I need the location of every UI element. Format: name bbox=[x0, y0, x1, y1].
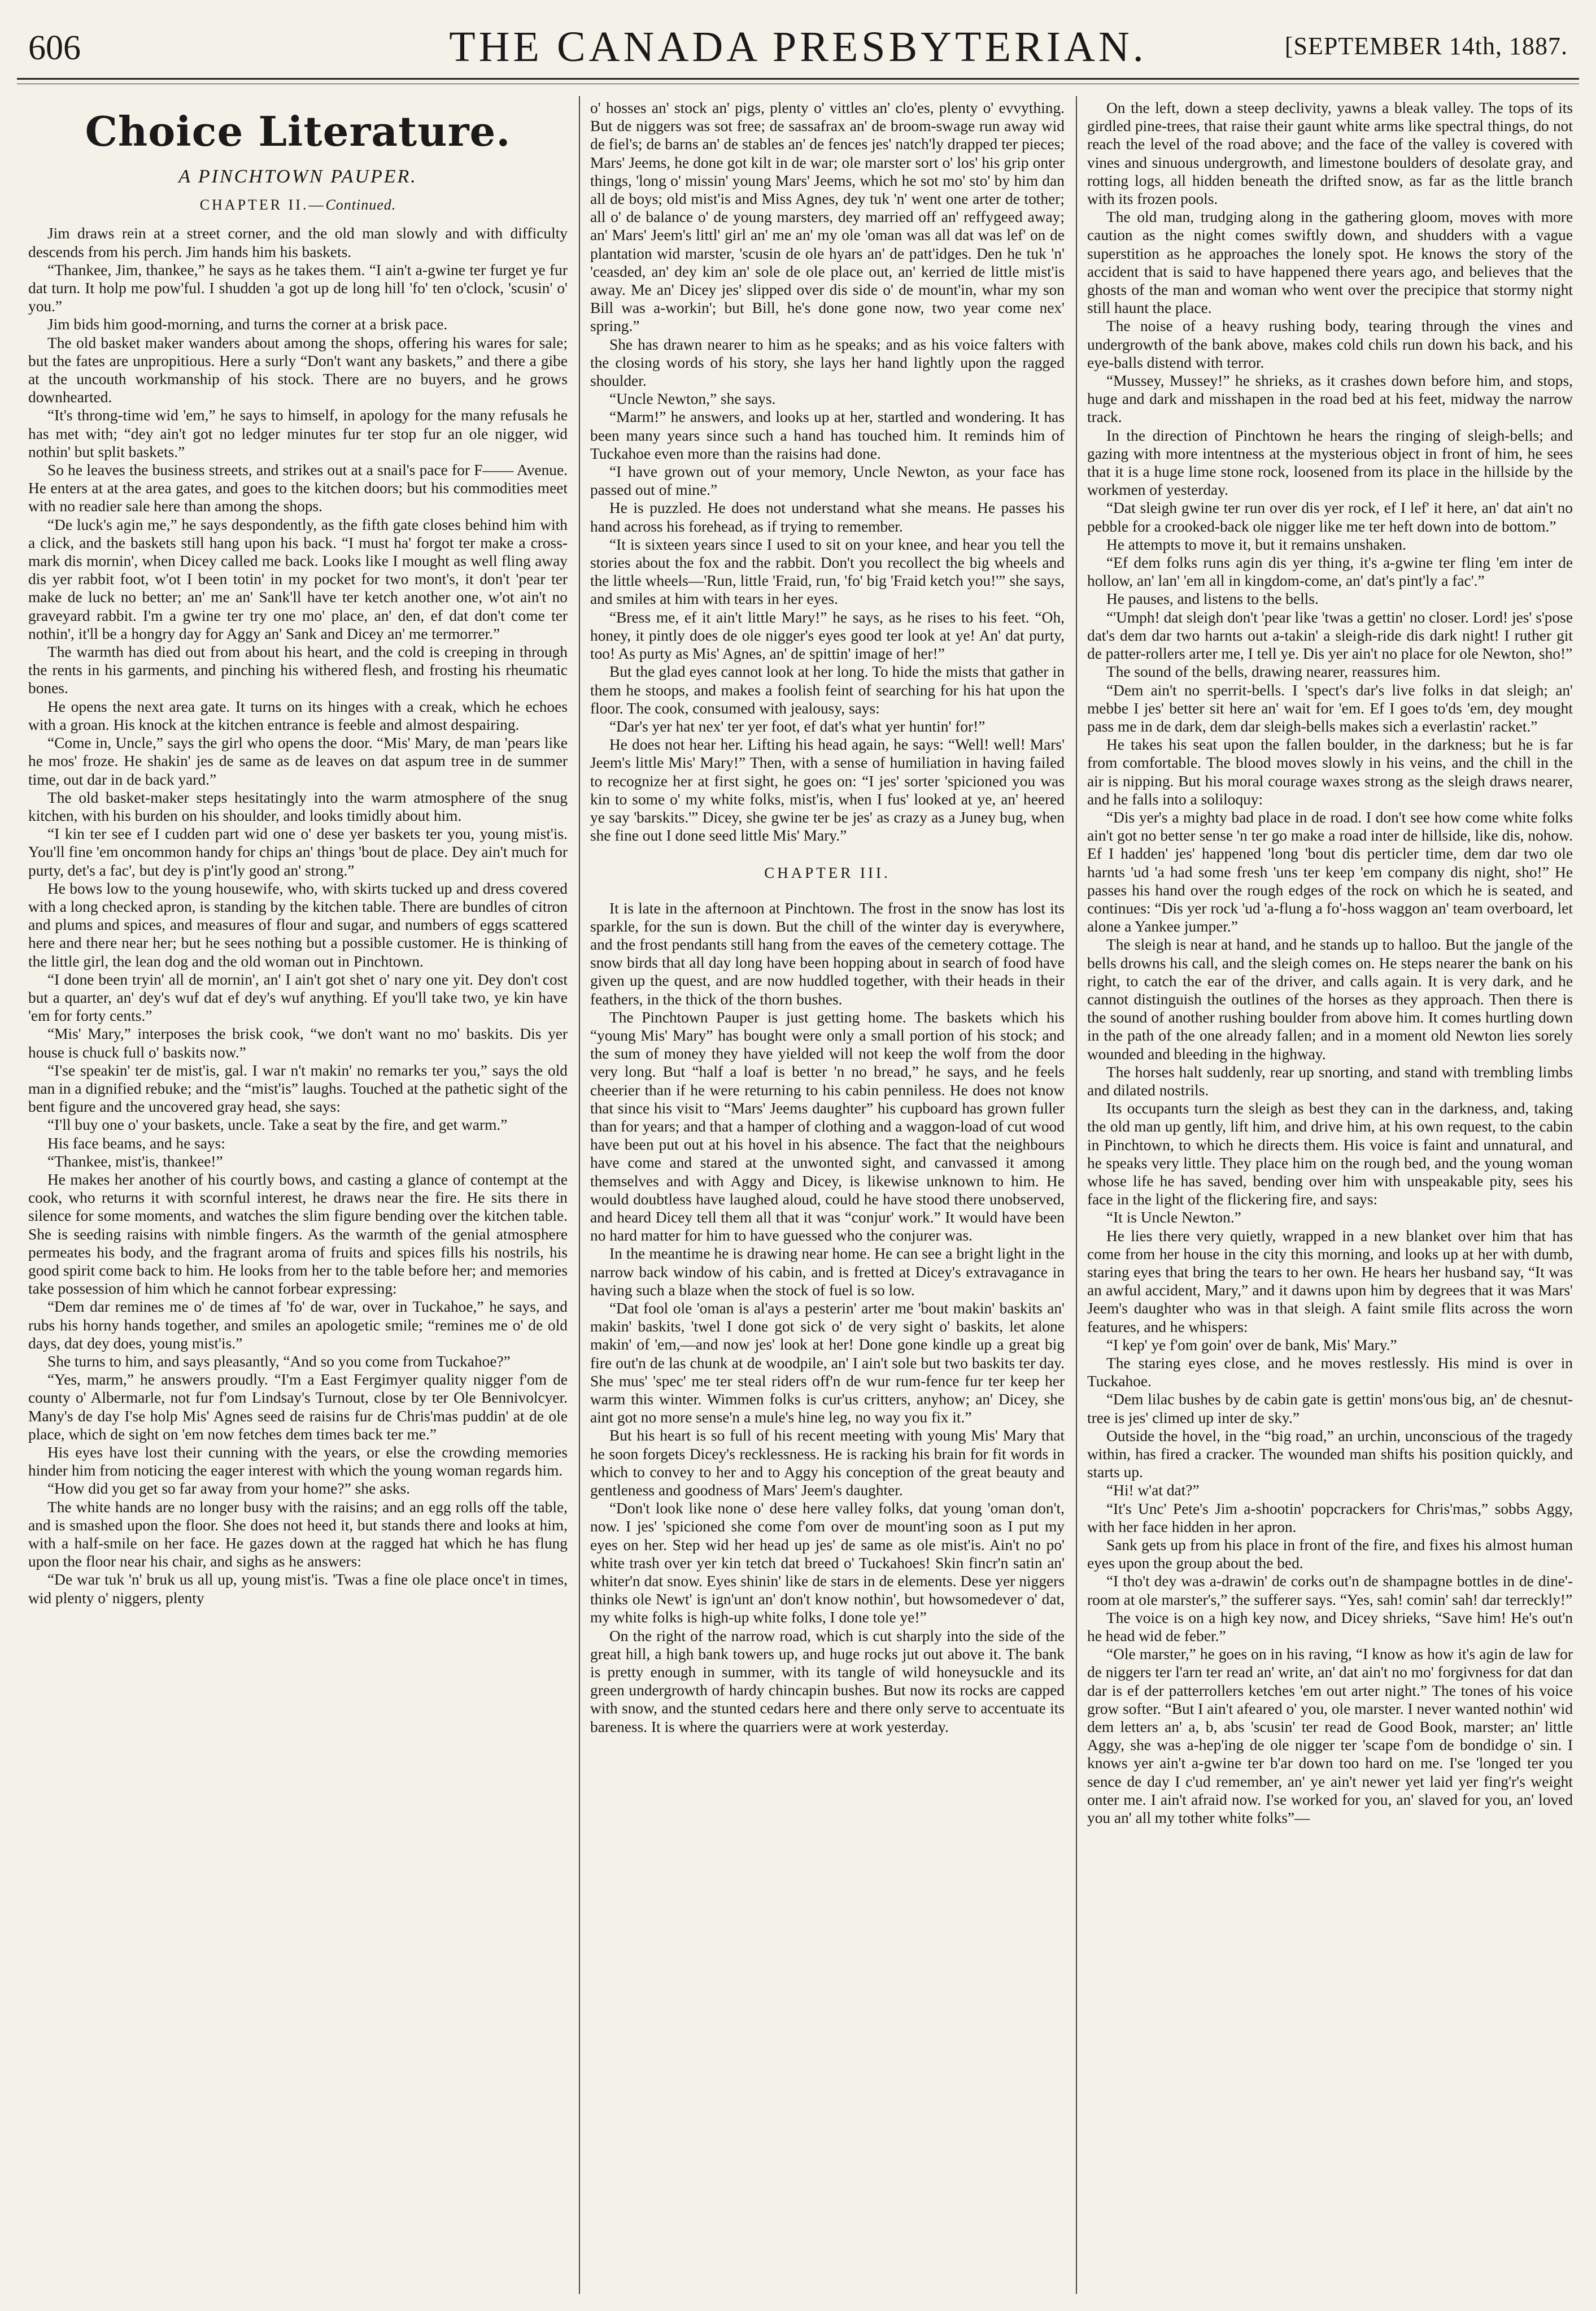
paragraph: “Dis yer's a mighty bad place in de road. I don't see how come white folks ain't got no better sense 'n ter go make a road inter de hillside, like dis, nohow. Ef I hadden' jes' happened 'long 'bout dis perticler time, dem dar two ole harnts 'ud 'a had some fresh 'uns ter keep 'em company dis night, sho!” He passes his hand over the rough edges of the rock on which he is seated, and continues: “Dis yer rock 'ud 'a-flung a fo'-hoss waggon an' team overboard, let alone a Yankee jumper.” bbox=[1087, 808, 1573, 935]
paragraph: The old basket-maker steps hesitatingly into the warm atmosphere of the snug kitchen, with his burden on his shoulder, and looks timidly about him. bbox=[28, 789, 568, 824]
paragraph: “I have grown out of your memory, Uncle Newton, as your face has passed out of mine.” bbox=[590, 463, 1065, 499]
paragraph: He makes her another of his courtly bows, and casting a glance of contempt at the cook, who returns it with scornful interest, he draws near the fire. He sits there in silence for some moments, and watches the slim figure bending over the kitchen table. She is seeding raisins with nimble fingers. As the warmth of the genial atmosphere permeates his body, and the fragrant aroma of fruits and spices fills his nostrils, his good spirit come back to him. He looks from her to the table before her; and memories take possession of him which he cannot forbear expressing: bbox=[28, 1170, 568, 1298]
column-divider bbox=[1076, 96, 1077, 2294]
paragraph: “De luck's agin me,” he says despondently, as the fifth gate closes behind him with a click, and the baskets still hang upon his back. “I must ha' forgot ter make a cross-mark dis mornin', when Dicey called me back. Looks like I mought as well fling away dis yer rabbit foot, w'ot I been totin' in my pocket for two mont's, it don't 'pear ter make de luck no better; an' me an' Sank'll have ter ketch another one, w'ot ain't no graveyard rabbit. I'm a gwine ter try one mo' place, an' den, ef dat don't come ter nothin', it'll be a hongry day for Aggy an' Sank and Dicey an' me termorrer.” bbox=[28, 516, 568, 642]
paragraph: “Thankee, Jim, thankee,” he says as he takes them. “I ain't a-gwine ter furget ye fur dat turn. It holp me pow'ful. I shudden 'a got up de long hill 'fo' ten o'clock, 'scusin' o' you.” bbox=[28, 261, 568, 315]
paragraph: “Come in, Uncle,” says the girl who opens the door. “Mis' Mary, de man 'pears like he mos' froze. He shakin' jes de same as de leaves on dat aspum tree in de summer time, out dar in de back yard.” bbox=[28, 734, 568, 788]
paragraph: But his heart is so full of his recent meeting with young Mis' Mary that he soon forgets Dicey's recklessness. He is racking his brain for fit words in which to convey to her and to Aggy his conception of the great beauty and gentleness and goodness of Mars' Jeem's daughter. bbox=[590, 1427, 1065, 1499]
chapter-3-heading: CHAPTER III. bbox=[764, 864, 891, 882]
paragraph: “Dem ain't no sperrit-bells. I 'spect's dar's live folks in dat sleigh; an' mebbe I jes' better sit here an' wait for 'em. Ef I goes to'ds 'em, dey mought pass me in de dark, dem dar sleigh-bells makes sich a everlastin' racket.” bbox=[1087, 681, 1573, 735]
masthead bbox=[17, 17, 1579, 79]
column-1 bbox=[28, 99, 568, 2293]
paragraph: The warmth has died out from about his heart, and the cold is creeping in through the rents in his garments, and pinching his withered flesh, and frosting his rheumatic bones. bbox=[28, 643, 568, 697]
paragraph: “Don't look like none o' dese here valley folks, dat young 'oman don't, now. I jes' 'spicioned she come f'om over de mount'ing soon as I put my eyes on her. Step wid her head up jes' de same as ole mist'is. Ain't no po' white trash over yer kin tetch dat breed o' Tuckahoes! Skin fincr'n satin an' whiter'n dat snow. Eyes shinin' like de stars in de elements. Dese yer niggers thinks ole Newt' is ign'unt an' don't know nothin', but howsomedever o' dat, my white folks is high-up white folks, I done tole ye!” bbox=[590, 1500, 1065, 1626]
paragraph: “De war tuk 'n' bruk us all up, young mist'is. 'Twas a fine ole place once't in times, wid plenty o' niggers, plenty bbox=[28, 1571, 568, 1607]
paragraph: “I done been tryin' all de mornin', an' I ain't got shet o' nary one yit. Dey don't cost but a quarter, an' dey's wuf dat ef dey's wuf anything. Ef you'll take two, ye kin have 'em for forty cents.” bbox=[28, 970, 568, 1025]
paragraph: “Dat sleigh gwine ter run over dis yer rock, ef I lef' it here, an' dat ain't no pebble for a crooked-back ole nigger like me ter heft down into de bottom.” bbox=[1087, 499, 1573, 535]
paragraph: “Ole marster,” he goes on in his raving, “I know as how it's agin de law for de niggers ter l'arn ter read an' write, an' dat ain't no mo' forgivness for dat dan dar is ef der patterrollers ketches 'em out arter night.” The tones of his voice grow softer. “But I ain't afeared o' you, ole marster. I never wanted nothin' wid dem letters an' a, b, abs 'scusin' ter read de Good Book, marster; an' little Aggy, she was a-hep'ing de ole nigger ter 'scape f'om de bondidge o' sin. I knows yer ain't a-gwine ter b'ar down too hard on me. I'se 'longed ter you sence de day I c'ud remember, an' ye ain't newer yet laid yer fing'r's weight onter me. I ain't afraid now. I'se worked for you, an' slaved for you, an' loved you an' all my tother white folks”— bbox=[1087, 1646, 1573, 1827]
paragraph: “Marm!” he answers, and looks up at her, startled and wondering. It has been many years since such a hand has touched him. It reminds him of Tuckahoe even more than the raisins had done. bbox=[590, 408, 1065, 462]
paragraph: The noise of a heavy rushing body, tearing through the vines and undergrowth of the bank above, makes cold chils run down his back, and his eye-balls distend with terror. bbox=[1087, 317, 1573, 371]
paragraph: “Dat fool ole 'oman is al'ays a pesterin' arter me 'bout makin' baskits an' makin' baskits, 'twel I done got sick o' de very sight o' baskits, let alone makin' of 'em,—and now jes' look at her! Done gone kindle up a great big fire out'n de las chunk at de woodpile, an' I ain't sole but two baskits ter day. She mus' 'spec' me ter steal riders off'n de wur rum-fence fur ter keep her warm this winter. Wimmen folks is cur'us critters, anyhow; an' Dicey, she aint got no more sense'n a mule's hine leg, no way you fix it.” bbox=[590, 1300, 1065, 1426]
chapter-heading bbox=[28, 196, 568, 214]
paragraph: “I kep' ye f'om goin' over de bank, Mis' Mary.” bbox=[1106, 1336, 1397, 1353]
paragraph: “I'se speakin' ter de mist'is, gal. I war n't makin' no remarks ter you,” says the old man in a dignified rebuke; and the “mist'is” laughs. Touched at the pathetic sight of the bent figure and the uncovered gray head, she says: bbox=[28, 1061, 568, 1116]
paragraph: He bows low to the young housewife, who, with skirts tucked up and dress covered with a long checked apron, is standing by the kitchen table. There are bundles of citron and plums and spices, and measures of flour and sugar, and numbers of eggs scattered here and there near her; but he sees nothing but a possible customer. He is thinking of the little girl, the lean dog and the old woman out in Pinchtown. bbox=[28, 880, 568, 970]
paragraph: On the right of the narrow road, which is cut sharply into the side of the great hill, a high bank towers up, and huge rocks jut out above it. The bank is pretty enough in summer, with its tangle of wild honeysuckle and its green undergrowth of hardy chincapin bushes. But now its rocks are capped with snow, and the stunted cedars here and there only serve to accentuate its bareness. It is where the quarriers were at work yesterday. bbox=[590, 1627, 1065, 1735]
paragraph: The Pinchtown Pauper is just getting home. The baskets which his “young Mis' Mary” has bought were only a small portion of his stock; and the sum of money they have yielded will not keep the wolf from the door very long. But “half a loaf is better 'n no bread,” he says, and he feels cheerier than if he were returning to his cabin penniless. He does not know that since his visit to “Mars' Jeems daughter” his cupboard has grown fuller than for years; and that a hamper of clothing and a waggon-load of cut wood have been put out at his hovel in his absence. The fact that the neighbours have come and stared at the unwonted sight, and canvassed it among themselves and with Aggy and Dicey, is likewise unknown to him. He would doubtless have laughed aloud, could he have stood there unobserved, and heard Dicey tell them all that it was “conjur' work.” It would have been no hard matter for him to have guessed who the conjurer was. bbox=[590, 1008, 1065, 1244]
paragraph: The voice is on a high key now, and Dicey shrieks, “Save him! He's out'n he head wid de feber.” bbox=[1087, 1609, 1573, 1645]
paragraph: On the left, down a steep declivity, yawns a bleak valley. The tops of its girdled pine-trees, that raise their gaunt white arms like spectral things, do not reach the level of the road above; and the face of the valley is covered with vines and sinuous undergrowth, and limestone boulders of desolate gray, and rotting logs, all hidden beneath the drifted snow, as far as the little branch with its frozen pools. bbox=[1087, 99, 1573, 208]
paragraph: “Mis' Mary,” interposes the brisk cook, “we don't want no mo' baskits. Dis yer house is chuck full o' baskits now.” bbox=[28, 1025, 568, 1061]
paragraph: He lies there very quietly, wrapped in a new blanket over him that has come from her house in the city this morning, and looks up at her with dumb, staring eyes that bring the tears to her own. He hears her husband say, “It was an awful accident, Mary,” and it dawns upon him by degrees that it was Mars' Jeem's daughter who was in that sleigh. A faint smile flits across the worn features, and he whispers: bbox=[1087, 1227, 1573, 1335]
paragraph: The old basket maker wanders about among the shops, offering his wares for sale; but the fates are unpropitious. Here a surly “Don't want any baskets,” and there a gibe at the uncouth workmanship of his stock. There are no buyers, and he grows downhearted. bbox=[28, 334, 568, 406]
paragraph: He opens the next area gate. It turns on its hinges with a creak, which he echoes with a groan. His knock at the kitchen entrance is feeble and almost despairing. bbox=[28, 698, 568, 733]
column-divider bbox=[579, 96, 580, 2294]
paragraph: But the glad eyes cannot look at her long. To hide the mists that gather in them he stoops, and makes a foolish feint of searching for his hat upon the floor. The cook, consumed with jealousy, says: bbox=[590, 663, 1065, 717]
paragraph: So he leaves the business streets, and strikes out at a snail's pace for F—— Avenue. He enters at at the area gates, and goes to the kitchen doors; but his commodities meet with no readier sale here than among the shops. bbox=[28, 462, 568, 515]
paragraph: In the meantime he is drawing near home. He can see a bright light in the narrow back window of his cabin, and is fretted at Dicey's extravagance in having such a blaze when the stock of fuel is so low. bbox=[590, 1245, 1065, 1299]
paragraph: It is late in the afternoon at Pinchtown. The frost in the snow has lost its sparkle, for the sun is down. But the chill of the winter day is everywhere, and the frost pendants still hang from the eaves of the cemetery cottage. The snow birds that all day long have been hopping about in search of food have given up the quest, and are now huddled together, with their heads in their feathers, in the thick of the thorn bushes. bbox=[590, 899, 1065, 1008]
paragraph: “I'll buy one o' your baskets, uncle. Take a seat by the fire, and get warm.” bbox=[47, 1116, 508, 1134]
paragraph: “It's Unc' Pete's Jim a-shootin' popcrackers for Chris'mas,” sobbs Aggy, with her face hidden in her apron. bbox=[1087, 1500, 1573, 1535]
paragraph: The sound of the bells, drawing nearer, reassures him. bbox=[1106, 663, 1441, 681]
newspaper-title: THE CANADA PRESBYTERIAN. bbox=[449, 23, 1147, 71]
paragraph: “Uncle Newton,” she says. bbox=[609, 390, 776, 408]
paragraph: “Hi! w'at dat?” bbox=[1106, 1482, 1200, 1499]
chapter-suffix: Continued. bbox=[325, 197, 396, 214]
story-title: A PINCHTOWN PAUPER. bbox=[178, 166, 417, 187]
column-1-text bbox=[28, 224, 568, 1607]
paragraph: Jim bids him good-morning, and turns the corner at a brisk pace. bbox=[47, 316, 448, 333]
paragraph: “Dem lilac bushes by de cabin gate is gettin' mons'ous big, an' de chesnut-tree is jes' climed up inter de sky.” bbox=[1087, 1391, 1573, 1426]
column-2-text bbox=[590, 99, 1065, 845]
paragraph: She turns to him, and says pleasantly, “And so you come from Tuckahoe?” bbox=[47, 1353, 511, 1370]
paragraph: “Bress me, ef it ain't little Mary!” he says, as he rises to his feet. “Oh, honey, it pintly does de ole nigger's eyes good ter look at ye! An' dat purty, too! As purty as Mis' Agnes, an' de spittin' image of her!” bbox=[590, 608, 1065, 663]
paragraph: Its occupants turn the sleigh as best they can in the darkness, and, taking the old man up gently, lift him, and drive him, at his own request, to the cabin in Pinchtown, to which he directs them. His voice is faint and unnatural, and he speaks very little. They place him on the rough bed, and the young woman whose life he has saved, bending over him with unspeakable pity, sees his face in the light of the flickering fire, and says: bbox=[1087, 1100, 1573, 1208]
paragraph: “It is sixteen years since I used to sit on your knee, and hear you tell the stories about the fox and the rabbit. Don't you recollect the big wheels and the little wheels—'Run, little 'Fraid, run, 'fo' big 'Fraid ketch you!'” she says, and smiles at him with tears in her eyes. bbox=[590, 536, 1065, 608]
paragraph: He attempts to move it, but it remains unshaken. bbox=[1106, 536, 1406, 553]
chapter-label: CHAPTER II.— bbox=[199, 197, 326, 214]
paragraph: “How did you get so far away from your home?” she asks. bbox=[47, 1480, 410, 1498]
paragraph: The old man, trudging along in the gathering gloom, moves with more caution as the night comes swiftly down, and shudders with a vague superstition as he approaches the lonely spot. He knows the story of the accident that is said to have happened there years ago, and believes that the ghosts of the man and woman who went over the precipice that stormy night still haunt the place. bbox=[1087, 208, 1573, 317]
paragraph: “Ef dem folks runs agin dis yer thing, it's a-gwine ter fling 'em inter de hollow, an' lan' 'em all in kingdom-come, an' dat's pint'ly a fac'.” bbox=[1087, 554, 1573, 590]
paragraph: She has drawn nearer to him as he speaks; and as his voice falters with the closing words of his story, she lays her hand lightly upon the ragged shoulder. bbox=[590, 336, 1065, 390]
paragraph: He does not hear her. Lifting his head again, he says: “Well! well! Mars' Jeem's little Mis' Mary!” Then, with a sense of humiliation in having failed to recognize her at first sight, he goes on: “I jes' sorter 'spicioned you was kin to some o' my white folks, mist'is, when I fus' looked at ye, an' heered ye say 'barskits.'” Dicey, she gwine ter be jes' as crazy as a Juney bug, when she fine out I done seed little Mis' Mary.” bbox=[590, 736, 1065, 845]
paragraph: “'Umph! dat sleigh don't 'pear like 'twas a gettin' no closer. Lord! jes' s'pose dat's dem dar two harnts out a-takin' a sleigh-ride dis dark night! I ruther git de patter-rollers arter me, I tell ye. Dis yer ain't no place for ole Newton, sho!” bbox=[1087, 608, 1573, 663]
issue-date: [SEPTEMBER 14th, 1887. bbox=[1284, 32, 1568, 60]
paragraph: “It is Uncle Newton.” bbox=[1106, 1209, 1241, 1226]
paragraph: o' hosses an' stock an' pigs, plenty o' vittles an' clo'es, plenty o' evvything. But de niggers was sot free; de sassafrax an' de broom-swage run away wid de fiel's; de barns an' de stables an' de fences jes' natch'ly drapped ter pieces; Mars' Jeems, he done got kilt in de war; ole marster sort o' los' his grip onter things, 'long o' missin' young Mars' Jeems, which he sot mo' sto' by him dan all de boys; old mist'is and Miss Agnes, dey tuk 'n' went one arter de tother; all o' de balance o' de young marsters, dey married off an' reffygeed away; an' Mars' Jeem's littl' girl an' me an' my ole 'oman was all dat was lef' on de plantation wid marster, 'scusin de ole hyars an' de patt'idges. Den he tuk 'n' 'ceasded, an' dey kim an' sole de ole place out, an' kerried de little mist'is away. Me an' Dicey jes' slipped over dis side o' de mount'in, whar my son Bill was a-workin'; but Bill, he's done gone now, two year come nex' spring.” bbox=[590, 99, 1065, 335]
paragraph: Sank gets up from his place in front of the fire, and fixes his almost human eyes upon the group about the bed. bbox=[1087, 1537, 1573, 1572]
page-number: 606 bbox=[28, 29, 81, 67]
paragraph: “Dar's yer hat nex' ter yer foot, ef dat's what yer huntin' for!” bbox=[609, 717, 985, 735]
paragraph: He is puzzled. He does not understand what she means. He passes his hand across his forehead, as if trying to remember. bbox=[590, 499, 1065, 535]
paragraph: “I kin ter see ef I cudden part wid one o' dese yer baskets ter you, young mist'is. You'll fine 'em oncommon handy for chips an' things 'bout de place. Dey ain't much for purty, det's a fac', but dey is p'int'ly good an' strong.” bbox=[28, 825, 568, 879]
paragraph: In the direction of Pinchtown he hears the ringing of sleigh-bells; and gazing with more intentness at the mysterious object in front of him, he sees that it is a huge lime stone rock, loosened from its place in the hillside by the workmen of yesterday. bbox=[1087, 426, 1573, 499]
masthead-rule bbox=[17, 78, 1579, 80]
paragraph: The horses halt suddenly, rear up snorting, and stand with trembling limbs and dilated nostrils. bbox=[1087, 1063, 1573, 1099]
paragraph: “Mussey, Mussey!” he shrieks, as it crashes down before him, and stops, huge and dark and misshapen in the road bed at his feet, midway the narrow track. bbox=[1087, 372, 1573, 426]
column-2 bbox=[590, 99, 1065, 2293]
paragraph: The sleigh is near at hand, and he stands up to halloo. But the jangle of the bells drowns his call, and the sleigh comes on. He steps nearer the bank on his right, to catch the ear of the driver, and calls again. It is very dark, and he cannot distinguish the outlines of the horses as they approach. Then there is the sound of another rushing boulder from above him. It comes hurtling down in the path of the one already fallen; and in a moment old Newton lies sorely wounded and bleeding in the highway. bbox=[1087, 936, 1573, 1063]
column-3-text bbox=[1087, 99, 1573, 1827]
column-2-text-continued bbox=[590, 899, 1065, 1736]
paragraph: “It's throng-time wid 'em,” he says to himself, in apology for the many refusals he has met with; “dey ain't got no ledger minutes fur ter stop fur an ole nigger, wid nothin' but split baskets.” bbox=[28, 407, 568, 460]
paragraph: His face beams, and he says: bbox=[47, 1134, 225, 1152]
paragraph: Outside the hovel, in the “big road,” an urchin, unconscious of the tragedy within, has fired a cracker. The wounded man shifts his position quickly, and starts up. bbox=[1087, 1427, 1573, 1481]
paragraph: The white hands are no longer busy with the raisins; and an egg rolls off the table, and is smashed upon the floor. She does not heed it, but stands there and looks at him, with a half-smile on her face. He gazes down at the ragged hat which he has flung upon the floor near his chair, and sighs as he answers: bbox=[28, 1498, 568, 1570]
paragraph: “I tho't dey was a-drawin' de corks out'n de shampagne bottles in de dine'-room at ole marster's,” the sufferer says. “Yes, sah! comin' sah! dar terreckly!” bbox=[1087, 1573, 1573, 1608]
column-3 bbox=[1087, 99, 1573, 2293]
paragraph: He takes his seat upon the fallen boulder, in the darkness; but he is far from comfortable. The blood moves slowly in his veins, and the chill in the air is nipping. But his moral courage waxes strong as the sleigh draws nearer, and he falls into a soliloquy: bbox=[1087, 736, 1573, 808]
paragraph: “Yes, marm,” he answers proudly. “I'm a East Fergimyer quality nigger f'om de county o' Albermarle, not fur f'om Lindsay's Turnout, close by ter Ole Bennivolcyer. Many's de day I'se holp Mis' Agnes seed de raisins fur de Chris'mas puddin' at de ole place, which de sight on 'em now fetches dem times back ter me.” bbox=[28, 1371, 568, 1443]
paragraph: The staring eyes close, and he moves restlessly. His mind is over in Tuckahoe. bbox=[1087, 1355, 1573, 1390]
section-heading: Choice Literature. bbox=[85, 107, 511, 155]
paragraph: “Dem dar remines me o' de times af 'fo' de war, over in Tuckahoe,” he says, and rubs his horny hands together, and smiles an apologetic smile; “remines me o' de old days, dat dey does, young mist'is.” bbox=[28, 1298, 568, 1352]
paragraph: “Thankee, mist'is, thankee!” bbox=[47, 1152, 223, 1170]
paragraph: He pauses, and listens to the bells. bbox=[1106, 590, 1319, 608]
paragraph: Jim draws rein at a street corner, and the old man slowly and with difficulty descends from his perch. Jim hands him his baskets. bbox=[28, 225, 568, 260]
paragraph: His eyes have lost their cunning with the years, or else the crowding memories hinder him from noticing the eager interest with which the young woman regards him. bbox=[28, 1444, 568, 1479]
